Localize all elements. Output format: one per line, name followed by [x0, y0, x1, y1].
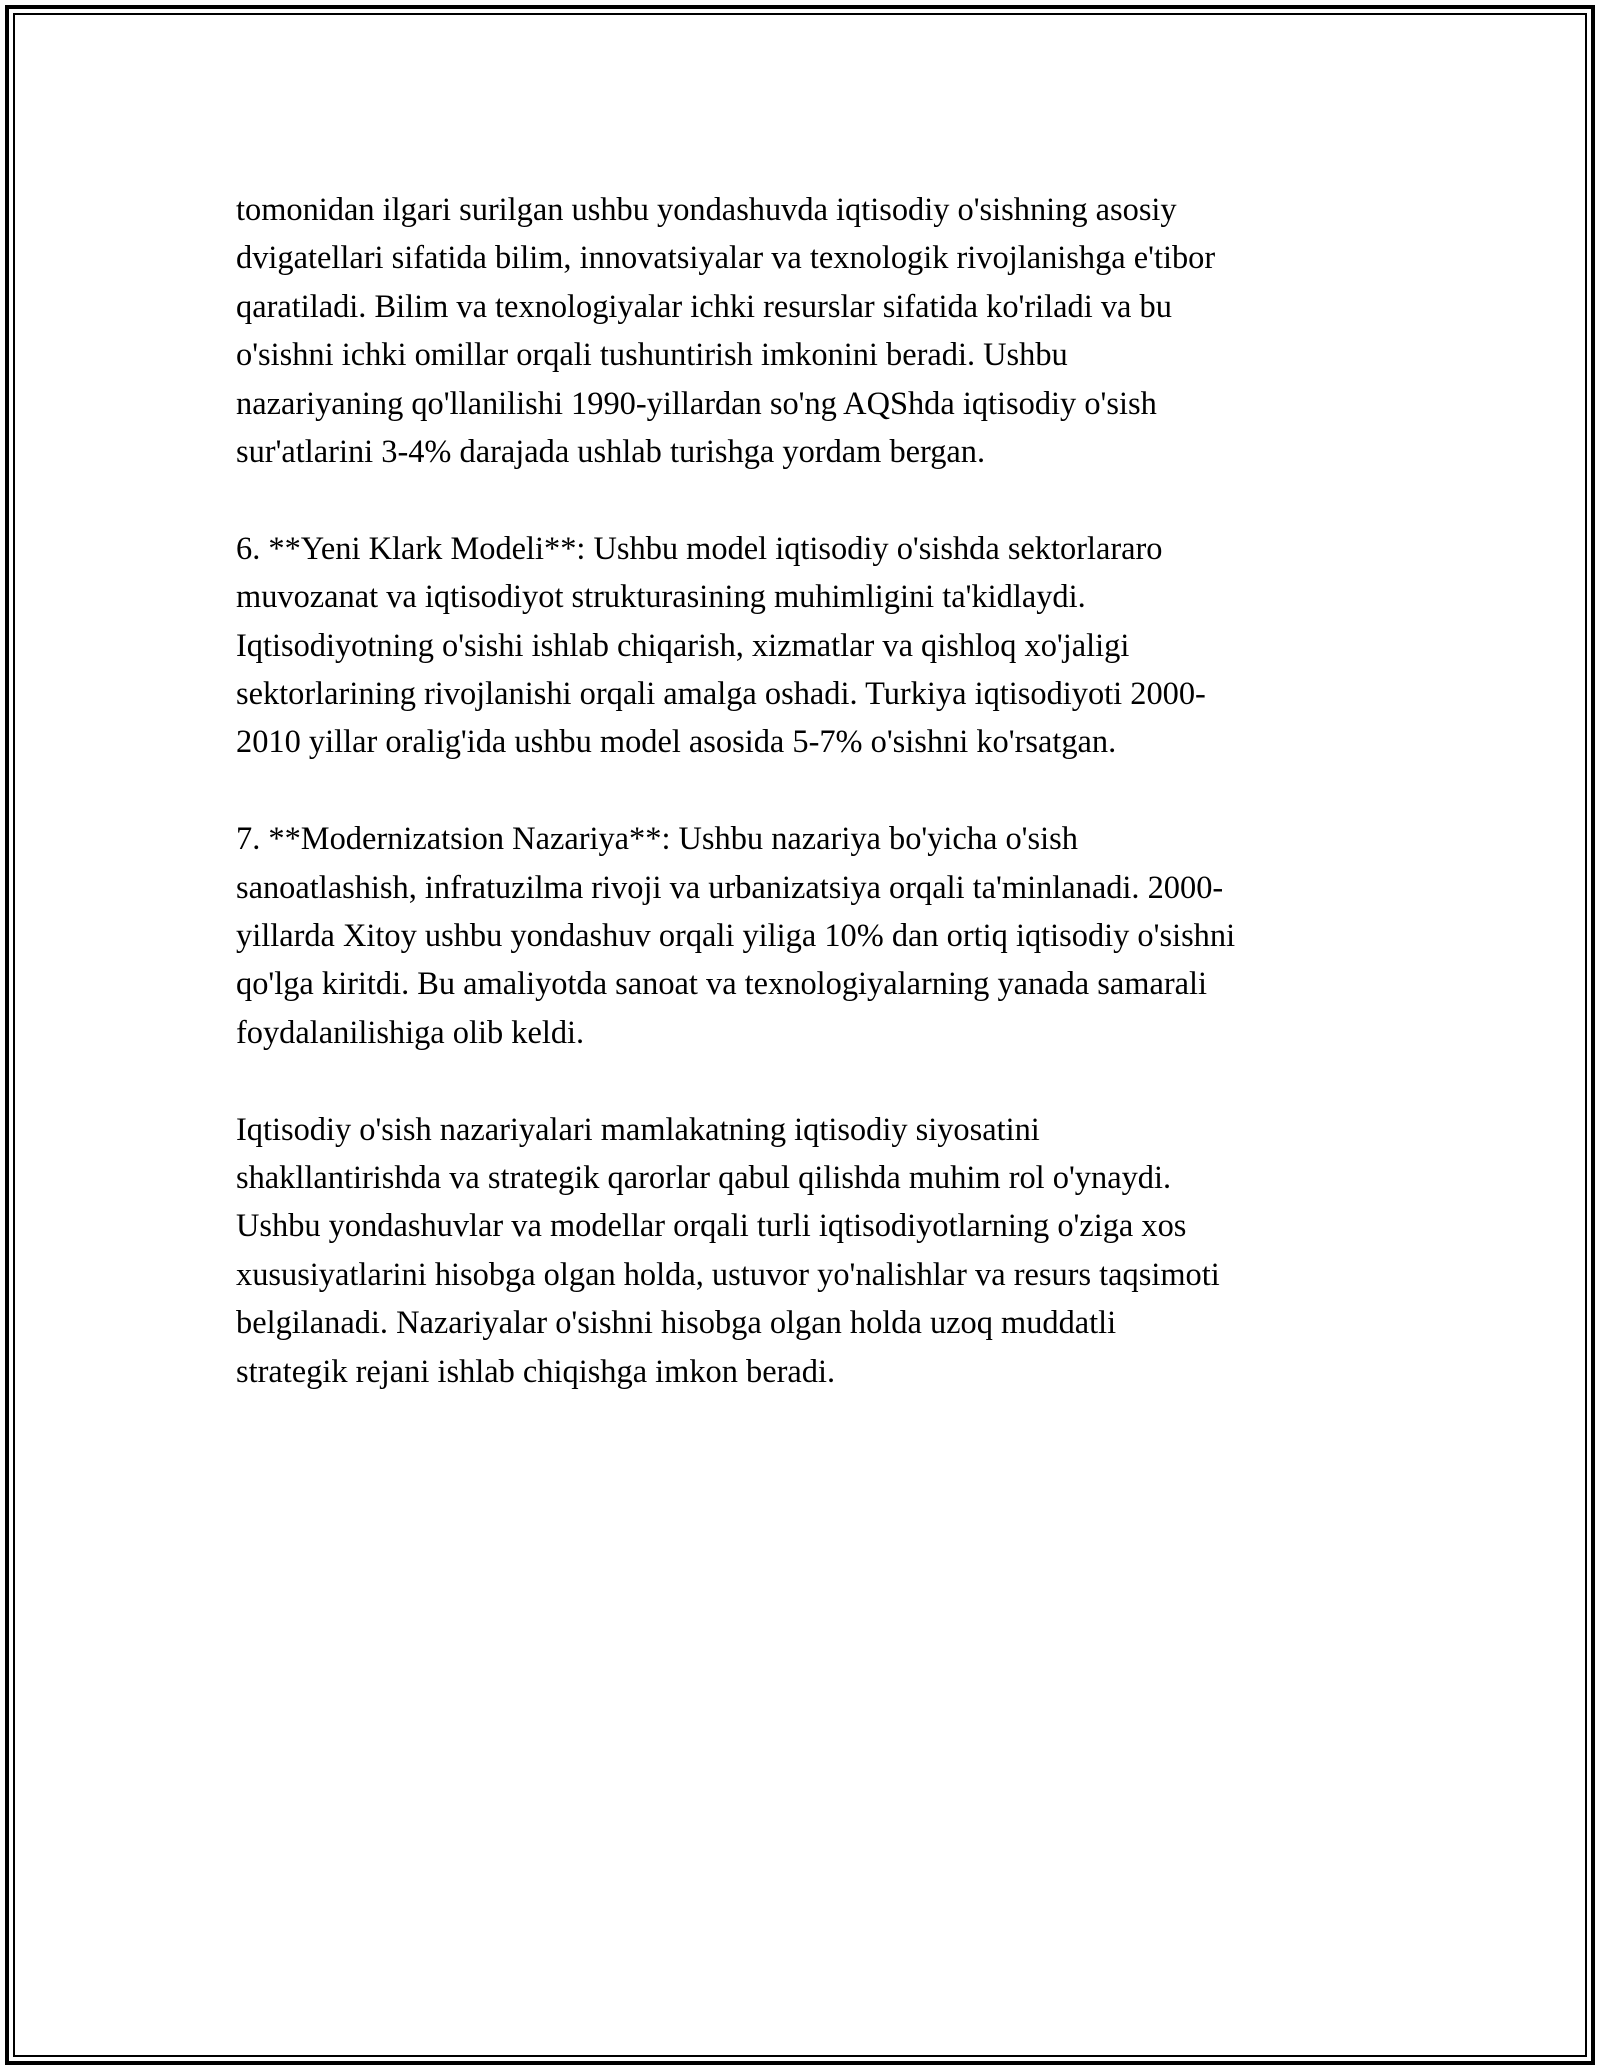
text-line: sanoatlashish, infratuzilma rivoji va urbanizatsiya orqali ta'minlanadi. 2000- [236, 869, 1224, 906]
text-line: foydalanilishiga olib keldi. [236, 1014, 585, 1051]
text-line: dvigatellari sifatida bilim, innovatsiyalar va texnologik rivojlanishga e'tibor [236, 240, 1216, 277]
text-line: yillarda Xitoy ushbu yondashuv orqali yiliga 10% dan ortiq iqtisodiy o'sishni [236, 918, 1236, 955]
text-line: Iqtisodiy o'sish nazariyalari mamlakatning iqtisodiy siyosatini [236, 1111, 1040, 1148]
text-line: 6. **Yeni Klark Modeli**: Ushbu model iqtisodiy o'sishda sektorlararo [236, 530, 1163, 567]
text-line: shakllantirishda va strategik qarorlar qabul qilishda muhim rol o'ynaydi. [236, 1160, 1172, 1197]
text-line: tomonidan ilgari surilgan ushbu yondashuvda iqtisodiy o'sishning asosiy [236, 192, 1177, 228]
text-line: strategik rejani ishlab chiqishga imkon beradi. [236, 1353, 836, 1390]
text-line: o'sishni ichki omillar orqali tushuntirish imkonini beradi. Ushbu [236, 337, 1068, 374]
paragraph-item-6-yeni-klark-modeli [236, 525, 1386, 767]
text-line: qo'lga kiritdi. Bu amaliyotda sanoat va texnologiyalarning yanada samarali [236, 966, 1207, 1003]
paragraph-item-7-modernizatsion-nazariya [236, 815, 1386, 1057]
document-body [236, 186, 1386, 1445]
text-line: Ushbu yondashuvlar va modellar orqali turli iqtisodiyotlarning o'ziga xos [236, 1208, 1187, 1245]
paragraph-conclusion [236, 1106, 1386, 1396]
text-line: qaratiladi. Bilim va texnologiyalar ichki resurslar sifatida ko'riladi va bu [236, 288, 1172, 325]
text-line: sektorlarining rivojlanishi orqali amalga oshadi. Turkiya iqtisodiyoti 2000- [236, 676, 1206, 713]
text-line: xususiyatlarini hisobga olgan holda, ustuvor yo'nalishlar va resurs taqsimoti [236, 1256, 1220, 1293]
text-line: sur'atlarini 3-4% darajada ushlab turishga yordam bergan. [236, 434, 986, 471]
text-line: 2010 yillar oralig'ida ushbu model asosida 5-7% o'sishni ko'rsatgan. [236, 724, 1117, 761]
text-line: nazariyaning qo'llanilishi 1990-yillardan so'ng AQShda iqtisodiy o'sish [236, 385, 1157, 422]
paragraph-endogenous-growth [236, 186, 1386, 476]
text-line: belgilanadi. Nazariyalar o'sishni hisobga olgan holda uzoq muddatli [236, 1305, 1117, 1342]
text-line: 7. **Modernizatsion Nazariya**: Ushbu nazariya bo'yicha o'sish [236, 821, 1078, 858]
text-line: Iqtisodiyotning o'sishi ishlab chiqarish, xizmatlar va qishloq xo'jaligi [236, 627, 1130, 664]
text-line: muvozanat va iqtisodiyot strukturasining muhimligini ta'kidlaydi. [236, 579, 1086, 616]
